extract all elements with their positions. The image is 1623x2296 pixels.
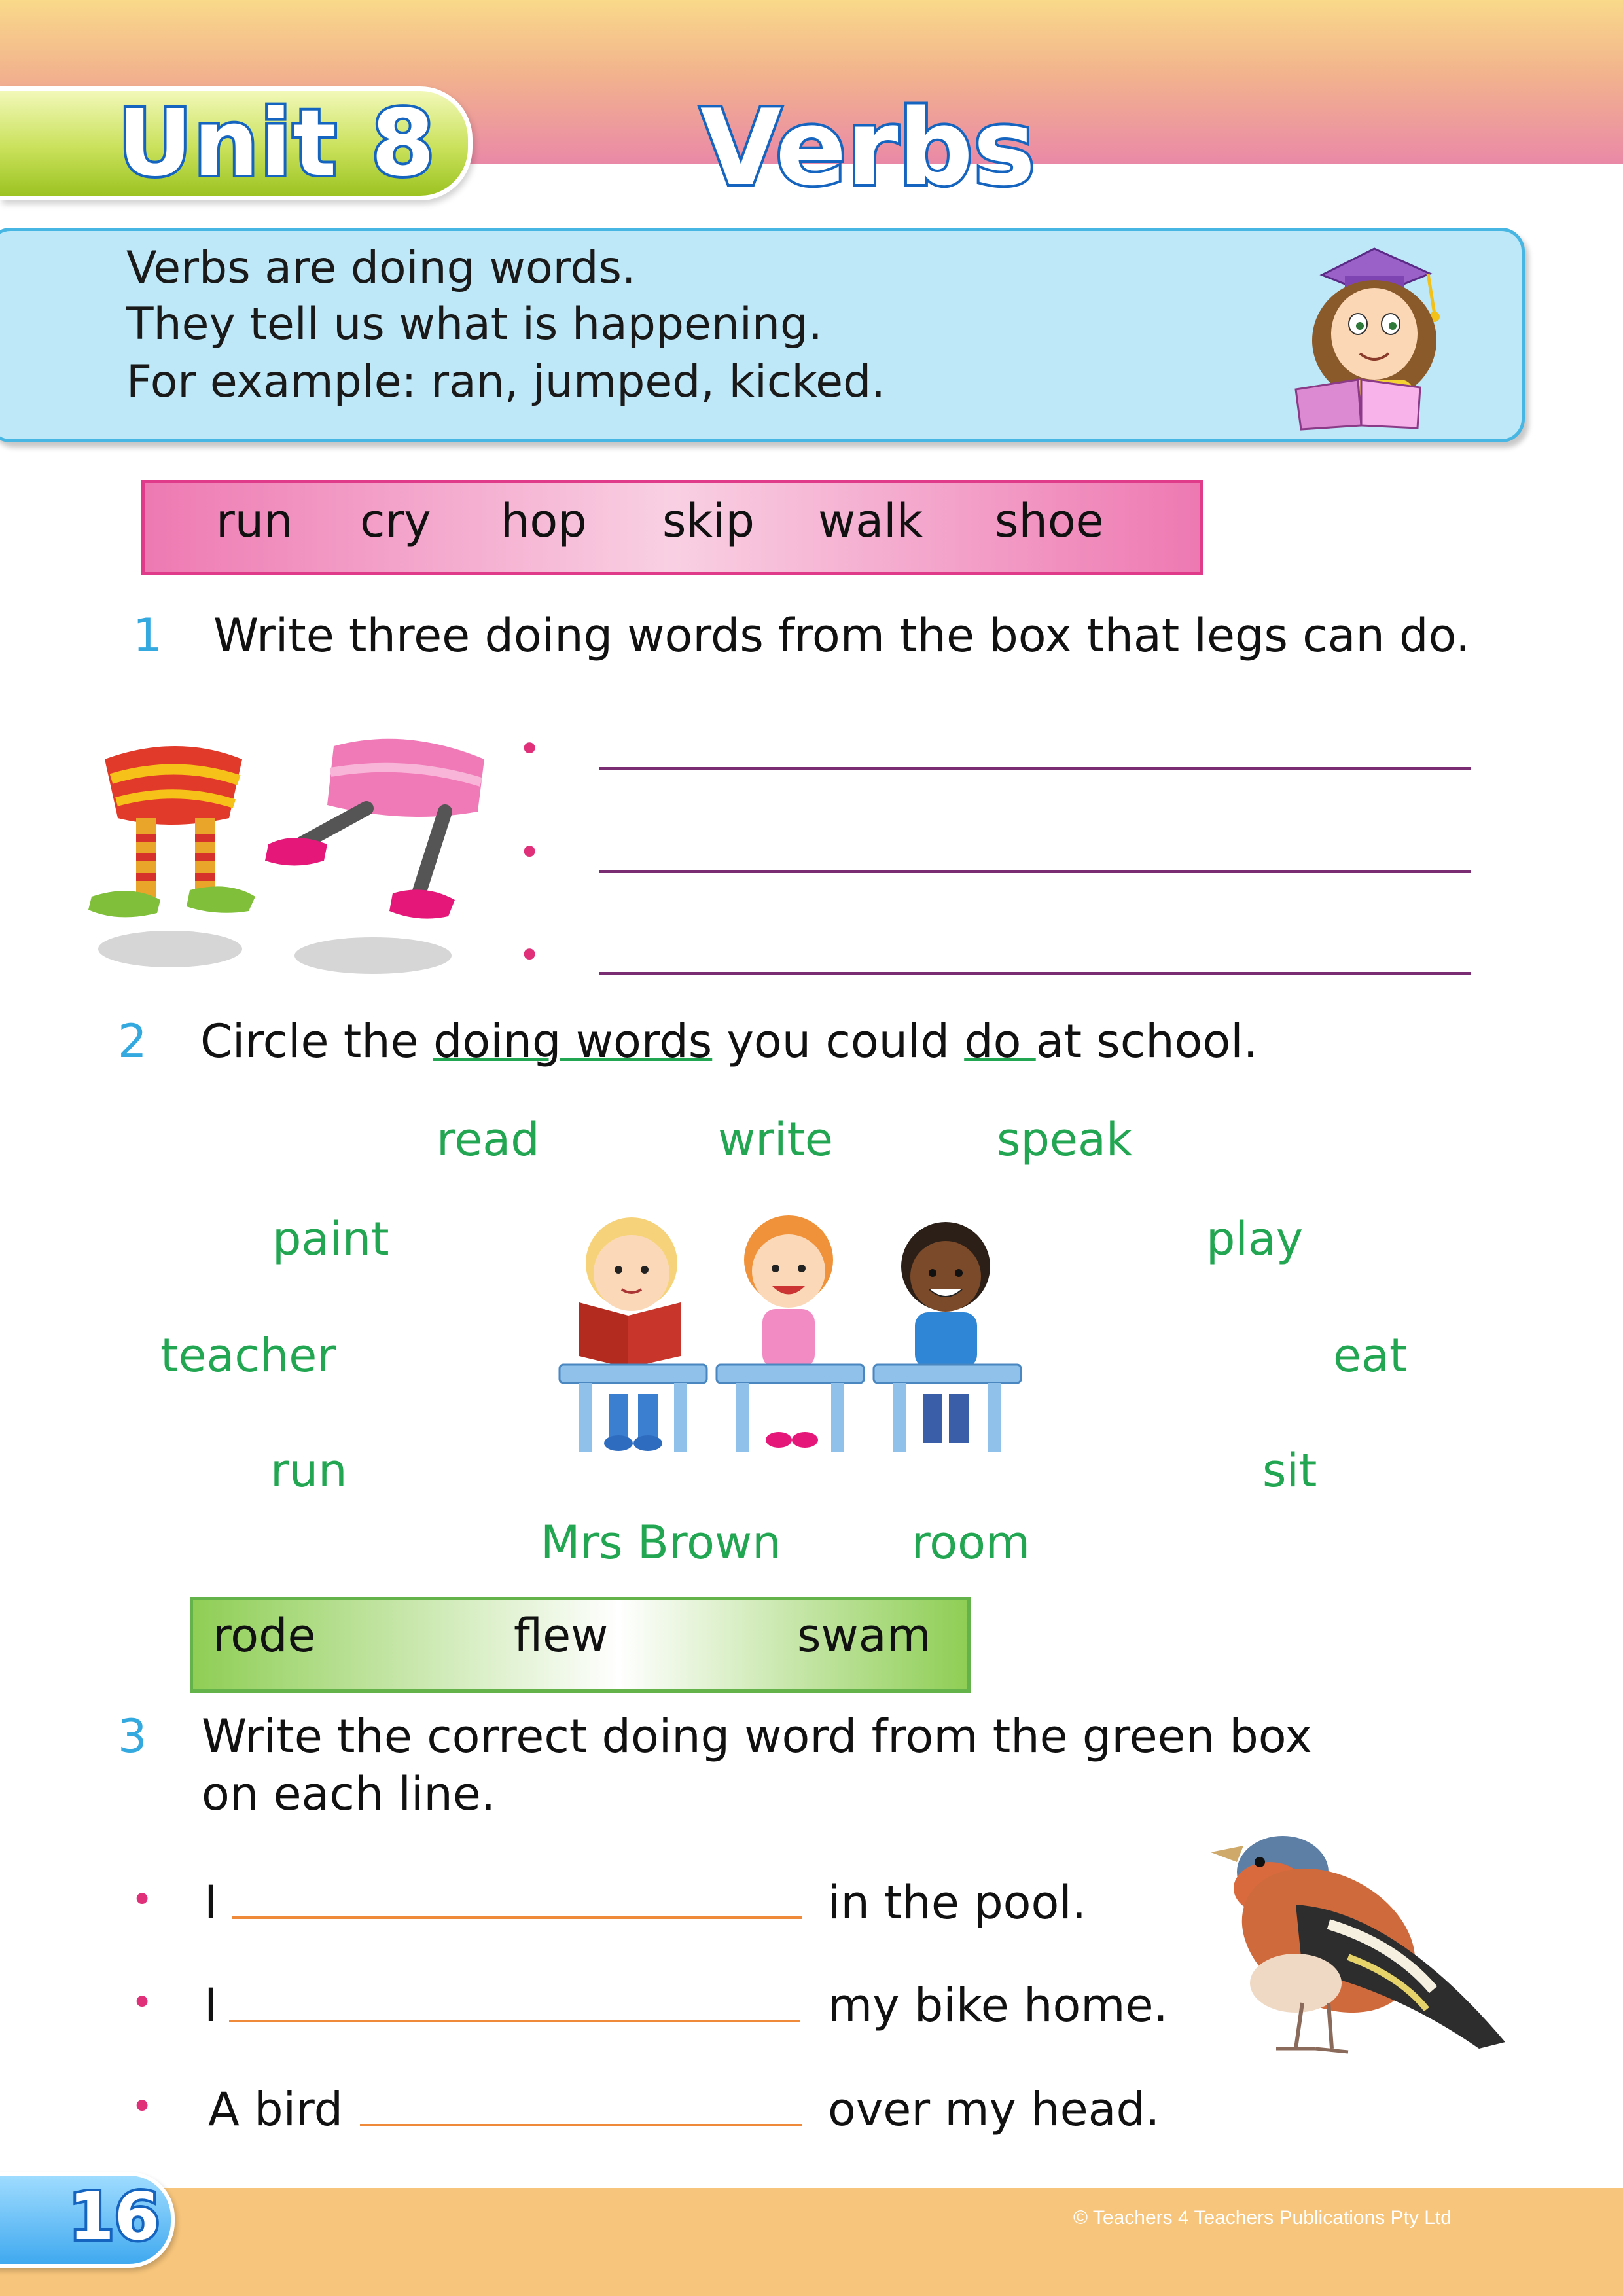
intro-line-2: They tell us what is happening. [126,298,823,350]
sentence-start: I [204,1876,218,1929]
child-with-crayons [874,1222,1021,1452]
fill-in-blank-line[interactable] [229,2020,800,2022]
sentence-end: my bike home. [828,1979,1168,2032]
circle-word-option[interactable]: room [912,1516,1031,1570]
child-writing [717,1215,864,1452]
green-box-word: rode [213,1609,316,1662]
circle-word-option[interactable]: read [437,1113,540,1166]
bullet: • [131,1877,154,1922]
teacher-girl-illustration [1283,236,1466,432]
circle-word-option[interactable]: Mrs Brown [541,1516,781,1570]
question-number: 1 [133,609,162,662]
question-text-part: Circle the [200,1014,433,1068]
circle-word-option[interactable]: play [1206,1212,1304,1266]
circle-word-option[interactable]: write [718,1113,833,1166]
answer-line[interactable] [599,870,1471,873]
sentence-end: in the pool. [828,1876,1086,1929]
bullet: • [131,2084,154,2128]
circle-word-option[interactable]: paint [272,1212,389,1266]
page-title: Verbs [700,86,1036,209]
question-text [200,1014,1258,1068]
underlined-phrase: doing words [433,1014,713,1068]
word-box-item: run [216,494,293,548]
green-box-word: swam [797,1609,931,1662]
word-box-item: shoe [995,494,1104,548]
question-text: Write three doing words from the box that legs can do. [213,609,1471,662]
bullet: • [131,1980,154,2024]
circle-word-option[interactable]: sit [1262,1444,1317,1498]
green-box-word: flew [514,1609,609,1662]
copyright-notice: © Teachers 4 Teachers Publications Pty Ltd [1073,2207,1452,2229]
child-reading [560,1217,707,1452]
fill-in-blank-line[interactable] [232,1916,802,1919]
sentence-start: I [204,1979,218,2032]
bullet: • [518,933,541,977]
page-number: 16 [69,2178,160,2255]
word-box-item: walk [818,494,923,548]
circle-word-option[interactable]: eat [1333,1329,1408,1382]
answer-line[interactable] [599,972,1471,975]
question-text-line-2: on each line. [202,1767,496,1821]
sentence-end: over my head. [828,2083,1160,2136]
word-box-item: skip [662,494,755,548]
question-number: 3 [118,1710,147,1763]
intro-line-1: Verbs are doing words. [126,242,636,294]
sentence-start: A bird [208,2083,344,2136]
question-text-part: at school. [1035,1014,1258,1068]
underlined-phrase: do [964,1014,1036,1068]
word-box-item: cry [360,494,431,548]
unit-label: Unit 8 [118,90,437,197]
bullet: • [518,830,541,874]
intro-line-3: For example: ran, jumped, kicked. [126,356,885,408]
question-number: 2 [118,1014,147,1068]
footer-band [0,2188,1623,2296]
bird-illustration [1198,1826,1538,2075]
legs-illustration [79,733,497,975]
circle-word-option[interactable]: teacher [160,1329,336,1382]
bullet: • [518,726,541,771]
children-at-desks-illustration [556,1204,1027,1460]
word-box-item: hop [501,494,587,548]
circle-word-option[interactable]: speak [997,1113,1133,1166]
question-text-line-1: Write the correct doing word from the green box [202,1710,1312,1763]
question-text-part: you could [712,1014,965,1068]
answer-line[interactable] [599,767,1471,770]
fill-in-blank-line[interactable] [360,2124,802,2126]
circle-word-option[interactable]: run [270,1444,348,1498]
